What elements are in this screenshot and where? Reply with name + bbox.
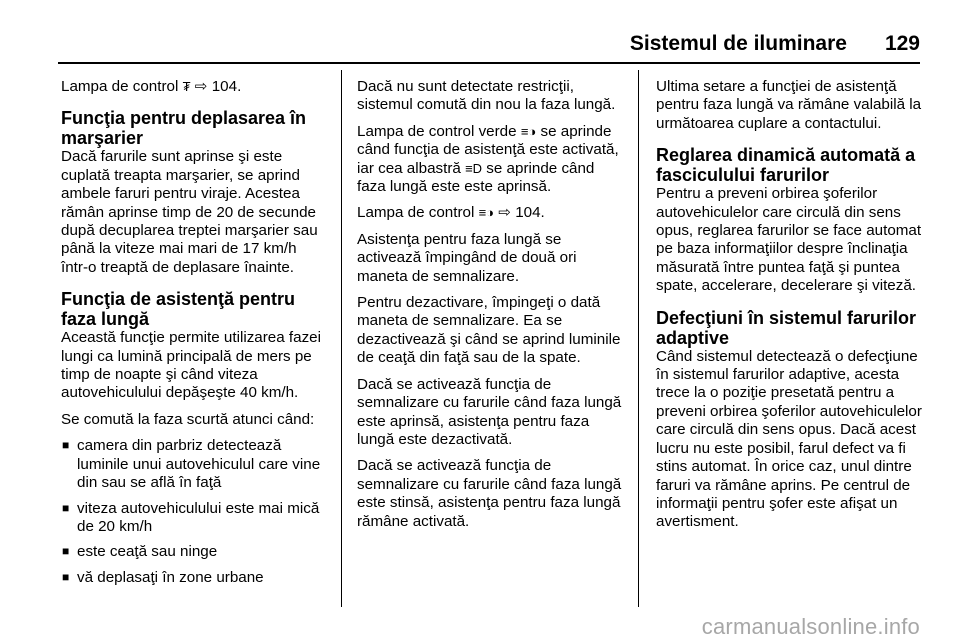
heading-high-beam-assist: Funcţia de asistenţă pentru faza lungă <box>61 289 296 330</box>
high-beam-assist-icon: ≡◑ <box>478 205 495 221</box>
text: se aprinde când faza lungă este este aprinsă. <box>357 159 595 196</box>
heading-dynamic-levelling: Reglarea dinamică automată a fasciculului farurilor <box>656 145 916 186</box>
list-item: ■ camera din parbriz detectează luminile unui autovehiculul care vine din sau se află în faţă <box>61 437 327 492</box>
page-number: 129 <box>884 32 920 55</box>
heading-reverse-function: Funcţia pentru deplasarea în marşarier <box>61 108 307 149</box>
list-item: ■ este ceaţă sau ninge <box>61 543 327 561</box>
green-lamp-paragraph <box>357 123 623 197</box>
text: Lampa de control verde <box>357 122 517 140</box>
page-header <box>58 14 920 64</box>
column-divider <box>638 70 639 607</box>
heading-adaptive-fault: Defecţiuni în sistemul farurilor adaptive <box>656 307 917 348</box>
text: Lampa de control <box>357 204 475 222</box>
list-item: ■ vă deplasaţi în zone urbane <box>61 569 327 587</box>
reverse-paragraph: Dacă farurile sunt aprinse şi este cuplată treapta marşarier, se aprind ambele faruri pentru viraje. Acestea rămân aprinse timp de 20 de secunde după decuplarea treptei marşarier sau până la viteze mai mari de 17 km/h într-o treaptă de deplasare înainte. <box>61 148 318 276</box>
fault-paragraph: Când sistemul detectează o defecţiune în sistemul farurilor adaptive, acesta trece la o poziţie presetată pentru a preveni orbirea şoferilor autovehiculelor care circulă din sens opus. Dacă acest lucru nu este posibil, farul defect va fi stins automat. În orice caz, unul dintre faruri va rămâne aprins. Pe centrul de informaţii pentru şofer este afişat un avertisment. <box>656 347 922 531</box>
page-reference: ⇨ 104. <box>498 204 545 222</box>
paragraph: Dacă se activează funcţia de semnalizare cu farurile când faza lungă este aprinsă, asistenţa pentru faza lungă este dezactivată. <box>357 375 622 448</box>
paragraph: Asistenţa pentru faza lungă se activează împingând de două ori maneta de semnalizare. <box>357 230 577 285</box>
column-middle <box>357 78 623 539</box>
page-reference: ⇨ 104. <box>194 78 242 95</box>
paragraph: Dacă se activează funcţia de semnalizare cu farurile când faza lungă este stinsă, asistenţa pentru faza lungă rămâne activată. <box>357 457 622 530</box>
column-divider <box>341 70 342 607</box>
list-item: ■ viteza autovehiculului este mai mică de 20 km/h <box>61 500 327 537</box>
conditions-list <box>61 437 327 587</box>
watermark: carmanualsonline.info <box>701 614 920 639</box>
column-left <box>61 78 327 594</box>
section-title: Sistemul de iluminare <box>629 32 847 55</box>
control-lamp-paragraph <box>61 78 327 96</box>
paragraph: Dacă nu sunt detectate restricţii, sistemul comută din nou la faza lungă. <box>357 78 616 114</box>
text: se aprinde când funcţia de asistenţă este activată, iar cea albastră <box>357 122 619 177</box>
adaptive-light-icon: ₮ <box>182 79 191 94</box>
high-beam-assist-icon: ≡◑ <box>520 123 537 139</box>
high-beam-icon: ≡D <box>465 160 483 176</box>
switch-paragraph: Se comută la faza scurtă atunci când: <box>61 410 315 428</box>
column-right <box>656 78 922 540</box>
control-lamp-paragraph <box>357 204 623 222</box>
dynamic-paragraph: Pentru a preveni orbirea şoferilor autovehiculelor care circulă din sens opus, reglarea farurilor se face automat pe baza informaţiilor despre înclinaţia măsurată între puntea faţă şi puntea spate, accelerare, decelerare şi viteză. <box>656 185 922 295</box>
paragraph: Pentru dezactivare, împingeţi o dată maneta de semnalizare. Ea se dezactivează şi când se aprind luminile de ceaţă din faţă sau de la spate. <box>357 294 621 367</box>
control-lamp-text: Lampa de control <box>61 78 179 95</box>
paragraph: Ultima setare a funcţiei de asistenţă pentru faza lungă va rămâne valabilă la următoarea cuplare a contactului. <box>656 78 922 132</box>
high-beam-paragraph: Această funcţie permite utilizarea fazei lungi ca lumină principală de mers pe timp de noapte şi când viteza autovehiculului depăşeşte 40 km/h. <box>61 329 322 402</box>
